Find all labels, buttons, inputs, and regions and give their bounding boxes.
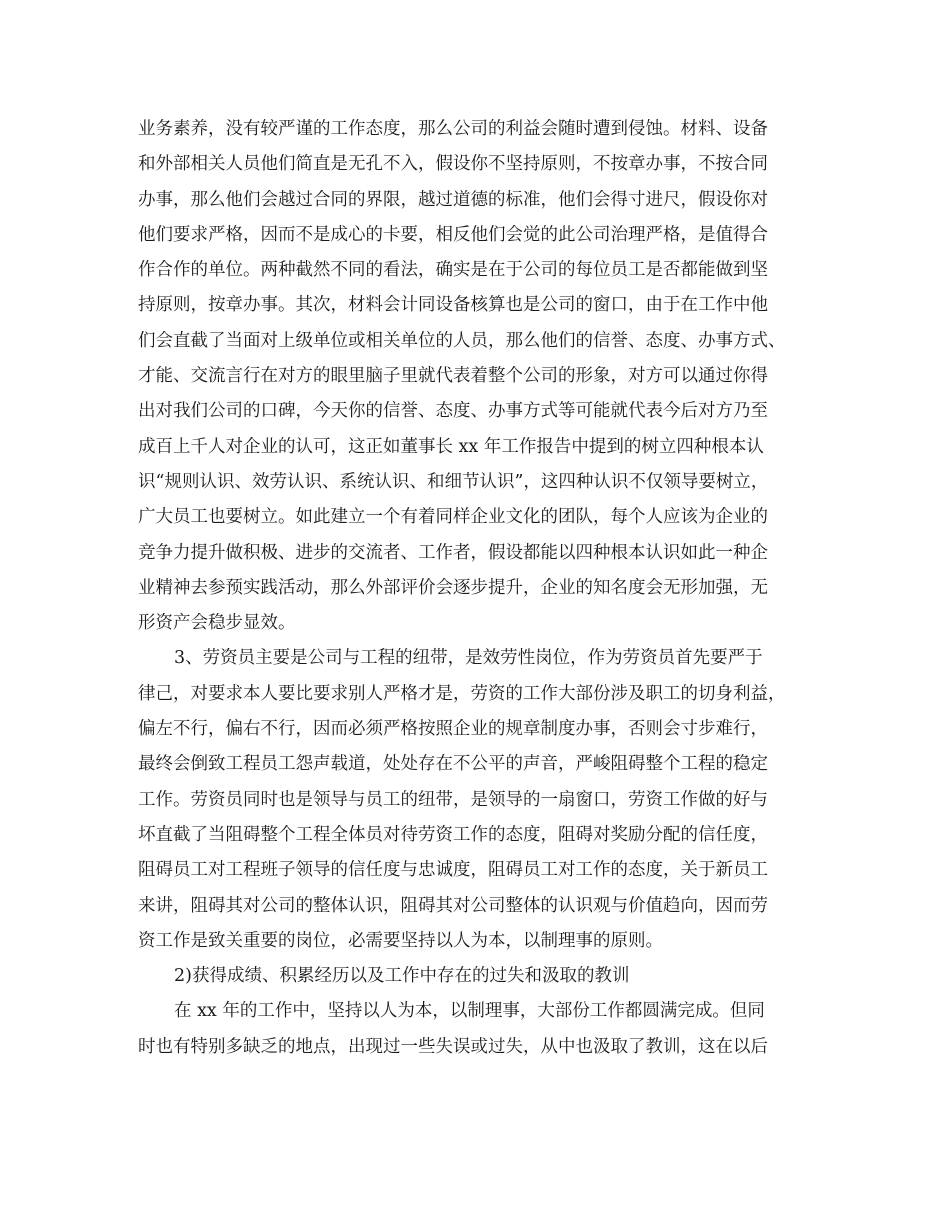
text-line: 业务素养，没有较严谨的工作态度，那么公司的利益会随时遭到侵蚀。材料、设备 [138,119,768,139]
text-line: 工作。劳资员同时也是领导与员工的纽带，是领导的一扇窗口，劳资工作做的好与 [138,789,768,810]
document-body [138,112,814,1065]
paragraph-achievements [138,994,814,1065]
text-line: 偏左不行，偏右不行，因而必须严格按照企业的规章制度办事，否则会寸步难行， [138,719,768,740]
text-line: 业精神去参预实践活动，那么外部评价会逐步提升，企业的知名度会无形加强，无 [138,577,768,598]
text-line: 时也有特别多缺乏的地点，出现过一些失误或过失，从中也汲取了教训，这在以后 [138,1036,768,1057]
text-line: 3、劳资员主要是公司与工程的纽带，是效劳性岗位，作为劳资员首先要严于 [174,648,763,669]
text-line: 才能、交流言行在对方的眼里脑子里就代表着整个公司的形象，对方可以通过你得 [138,366,768,387]
text-line: 办事，那么他们会越过合同的界限，越过道德的标准，他们会得寸进尺，假设你对 [138,189,768,210]
text-line: 们会直截了当面对上级单位或相关单位的人员，那么他们的信誉、态度、办事方式、 [138,330,786,351]
text-line: 作合作的单位。两种截然不同的看法，确实是在于公司的每位员工是否都能做到坚 [138,260,768,281]
section-heading [138,959,814,994]
text-line: 阻碍员工对工程班子领导的信任度与忠诚度，阻碍员工对工作的态度，关于新员工 [138,860,768,881]
section-heading-text: 2)获得成绩、积累经历以及工作中存在的过失和汲取的教训 [174,966,630,987]
text-line: 资工作是致关重要的岗位，必需要坚持以人为本，以制理事的原则。 [138,930,663,951]
text-line: 识“规则认识、效劳认识、系统认识、和细节认识”，这四种认识不仅领导要树立， [138,471,769,492]
text-line: 形资产会稳步显效。 [138,613,296,634]
text-line: 律己，对要求本人要比要求别人严格才是，劳资的工作大部份涉及职工的切身利益， [138,683,786,704]
paragraph-continuation [138,112,814,641]
text-line: 来讲，阻碍其对公司的整体认识，阻碍其对公司整体的认识观与价值趋向，因而劳 [138,895,768,916]
text-line: 出对我们公司的口碑，今天你的信誉、态度、办事方式等可能就代表今后对方乃至 [138,401,768,422]
text-line: 坏直截了当阻碍整个工程全体员对待劳资工作的态度，阻碍对奖励分配的信任度， [138,824,768,845]
text-line: 持原则，按章办事。其次，材料会计同设备核算也是公司的窗口，由于在工作中他 [138,295,768,316]
text-line: 在 xx 年的工作中，坚持以人为本，以制理事，大部份工作都圆满完成。但同 [174,1001,765,1022]
paragraph-labor-officer [138,641,814,959]
text-line: 竞争力提升做积极、进步的交流者、工作者，假设都能以四种根本认识如此一种企 [138,542,768,563]
text-line: 他们要求严格，因而不是成心的卡要，相反他们会觉的此公司治理严格，是值得合 [138,224,768,245]
text-line: 最终会倒致工程员工怨声载道，处处存在不公平的声音，严峻阻碍整个工程的稳定 [138,754,768,775]
text-line: 广大员工也要树立。如此建立一个有着同样企业文化的团队，每个人应该为企业的 [138,507,768,528]
text-line: 和外部相关人员他们简直是无孔不入，假设你不坚持原则，不按章办事，不按合同 [138,154,768,175]
text-line: 成百上千人对企业的认可，这正如董事长 xx 年工作报告中提到的树立四种根本认 [138,436,764,457]
